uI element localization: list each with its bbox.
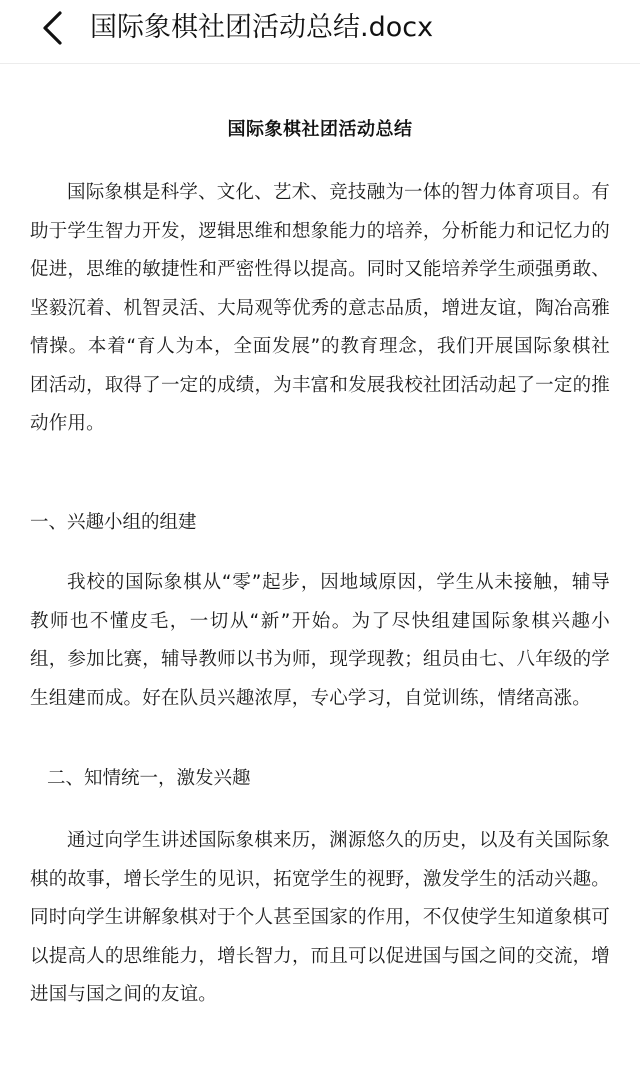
file-title: 国际象棋社团活动总结.docx [90,12,434,43]
document-viewer[interactable] [0,64,640,1085]
section-paragraph-1: 我校的国际象棋从“零”起步，因地域原因，学生从未接触，辅导教师也不懂皮毛，一切从“新”开始。为了尽快组建国际象棋兴趣小组，参加比赛，辅导教师以书为师，现学现教；组员由七、八年级的学生组建而成。好在队员兴趣浓厚，专心学习，自觉训练，情绪高涨。 [30,572,610,709]
top-bar [0,0,640,64]
document-title: 国际象棋社团活动总结 [227,119,413,140]
section-heading-1: 一、兴趣小组的组建 [30,512,197,533]
intro-paragraph: 国际象棋是科学、文化、艺术、竞技融为一体的智力体育项目。有助于学生智力开发，逻辑思维和想象能力的培养，分析能力和记忆力的促进，思维的敏捷性和严密性得以提高。同时又能培养学生顽强勇敢、坚毅沉着、机智灵活、大局观等优秀的意志品质，增进友谊，陶冶高雅情操。本着“育人为本，全面发展”的教育理念，我们开展国际象棋社团活动，取得了一定的成绩，为丰富和发展我校社团活动起了一定的推动作用。 [30,182,610,434]
back-button[interactable] [30,6,74,50]
section-paragraph-2: 通过向学生讲述国际象棋来历，渊源悠久的历史，以及有关国际象棋的故事，增长学生的见识，拓宽学生的视野，激发学生的活动兴趣。同时向学生讲解象棋对于个人甚至国家的作用，不仅使学生知道象棋可以提高人的思维能力，增长智力，而且可以促进国与国之间的交流，增进国与国之间的友谊。 [30,830,610,1005]
chevron-left-icon [40,10,64,46]
section-heading-2: 二、知情统一，激发兴趣 [47,768,251,789]
